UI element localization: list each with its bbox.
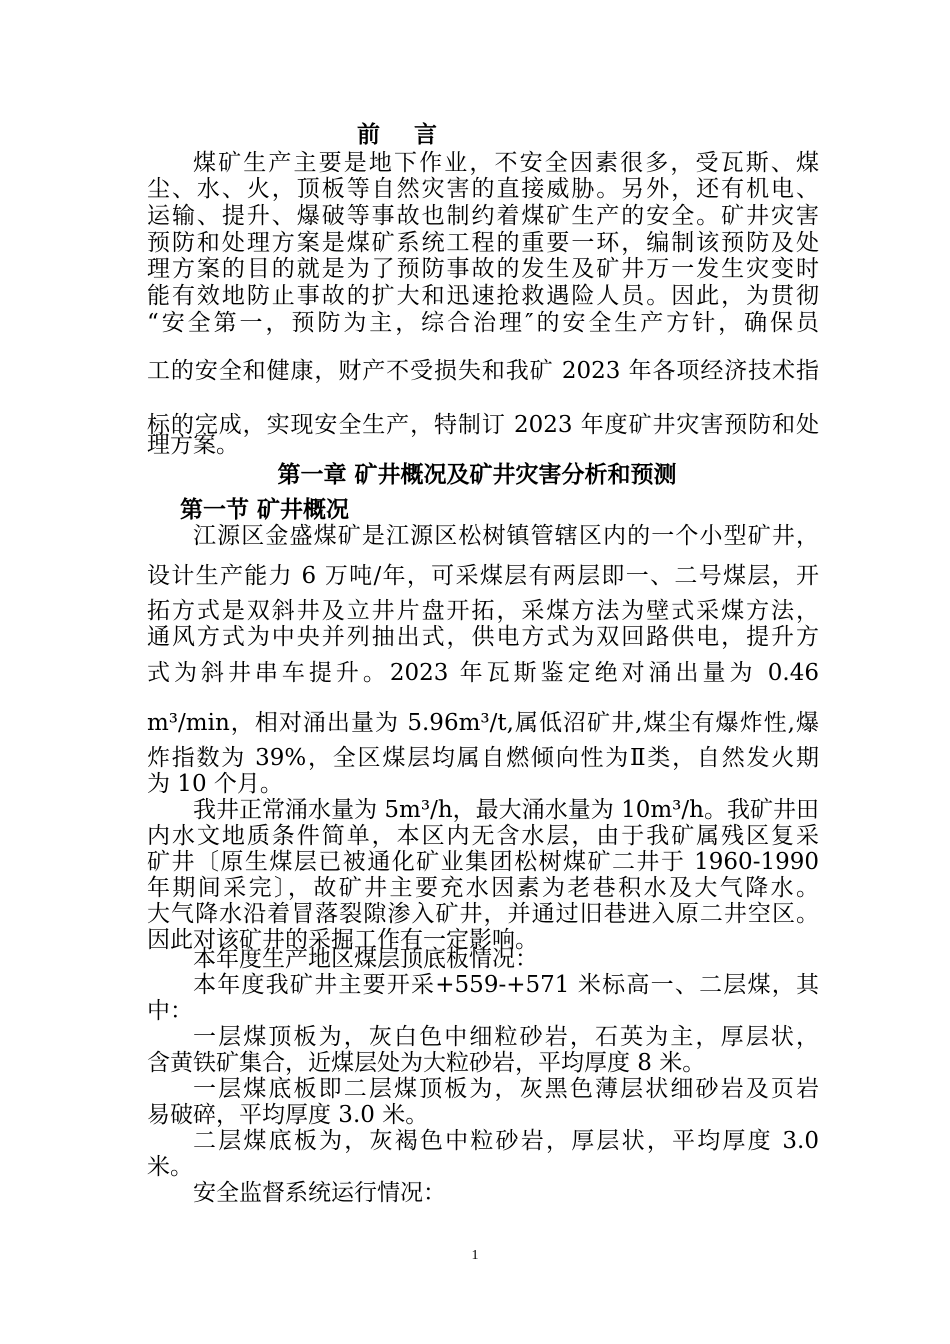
text-line: 本年度我矿井主要开采+559-+571 米标高一、二层煤，其 [193, 972, 819, 998]
text-line: 因此对该矿井的采掘工作有一定影响。 [147, 927, 538, 953]
text-line: 通风方式为中央并列抽出式，供电方式为双回路供电，提升方 [147, 624, 819, 650]
text-line: 运输、提升、爆破等事故也制约着煤矿生产的安全。矿井灾害 [147, 203, 819, 229]
section-title: 第一节 矿井概况 [180, 497, 350, 523]
text-line: 含黄铁矿集合，近煤层处为大粒砂岩，平均厚度 8 米。 [147, 1050, 706, 1076]
text-line: 安全监督系统运行情况： [193, 1180, 446, 1206]
text-line: 尘、水、火，顶板等自然灾害的直接威胁。另外，还有机电、 [147, 176, 819, 202]
text-line: 我井正常涌水量为 5m³/h，最大涌水量为 10m³/h。我矿井田 [193, 797, 819, 823]
text-line: 式为斜井串车提升。2023 年瓦斯鉴定绝对涌出量为 0.46 [147, 660, 819, 686]
text-line: 年期间采完〕，故矿井主要充水因素为老巷积水及大气降水。 [147, 875, 819, 901]
text-line: 易破碎，平均厚度 3.0 米。 [147, 1102, 429, 1128]
text-line: 一层煤顶板为，灰白色中细粒砂岩，石英为主，厚层状， [193, 1024, 819, 1050]
text-line: 内水文地质条件简单，本区内无含水层，由于我矿属残区复采 [147, 823, 819, 849]
text-line: 能有效地防止事故的扩大和迅速抢救遇险人员。因此，为贯彻 [147, 283, 819, 309]
text-line: 煤矿生产主要是地下作业，不安全因素很多，受瓦斯、煤 [193, 150, 819, 176]
page-number: 1 [471, 1248, 479, 1263]
text-line: 炸指数为 39%，全区煤层均属自燃倾向性为Ⅱ类，自然发火期 [147, 745, 819, 771]
text-line: 中： [147, 998, 193, 1024]
text-line: 大气降水沿着冒落裂隙渗入矿井，并通过旧巷进入原二井空区。 [147, 901, 819, 927]
chapter-title: 第一章 矿井概况及矿井灾害分析和预测 [277, 462, 677, 488]
text-line: 理方案的目的就是为了预防事故的发生及矿井万一发生灾变时 [147, 256, 819, 282]
text-line: 米。 [147, 1154, 193, 1180]
preface-title: 前 言 [357, 122, 437, 148]
text-line: m³/min，相对涌出量为 5.96m³/t,属低沼矿井,煤尘有爆炸性,爆 [147, 710, 819, 736]
text-line: 理方案。 [147, 432, 239, 458]
text-line: “安全第一，预防为主，综合治理″的安全生产方针，确保员 [147, 310, 819, 336]
text-line: 为 10 个月。 [147, 771, 283, 797]
text-line: 江源区金盛煤矿是江源区松树镇管辖区内的一个小型矿井， [193, 523, 819, 549]
text-line: 预防和处理方案是煤矿系统工程的重要一环，编制该预防及处 [147, 230, 819, 256]
text-line: 标的完成，实现安全生产，特制订 2023 年度矿井灾害预防和处 [147, 412, 819, 438]
text-line: 设计生产能力 6 万吨/年，可采煤层有两层即一、二号煤层，开 [147, 563, 819, 589]
text-line: 矿井〔原生煤层已被通化矿业集团松树煤矿二井于 1960-1990 [147, 849, 819, 875]
text-line: 二层煤底板为，灰褐色中粒砂岩，厚层状，平均厚度 3.0 [193, 1128, 819, 1154]
text-line: 一层煤底板即二层煤顶板为，灰黑色薄层状细砂岩及页岩 [193, 1076, 819, 1102]
text-line: 拓方式是双斜井及立井片盘开拓，采煤方法为壁式采煤方法， [147, 598, 819, 624]
text-line: 工的安全和健康，财产不受损失和我矿 2023 年各项经济技术指 [147, 358, 819, 384]
text-line: 本年度生产地区煤层顶底板情况： [193, 946, 538, 972]
